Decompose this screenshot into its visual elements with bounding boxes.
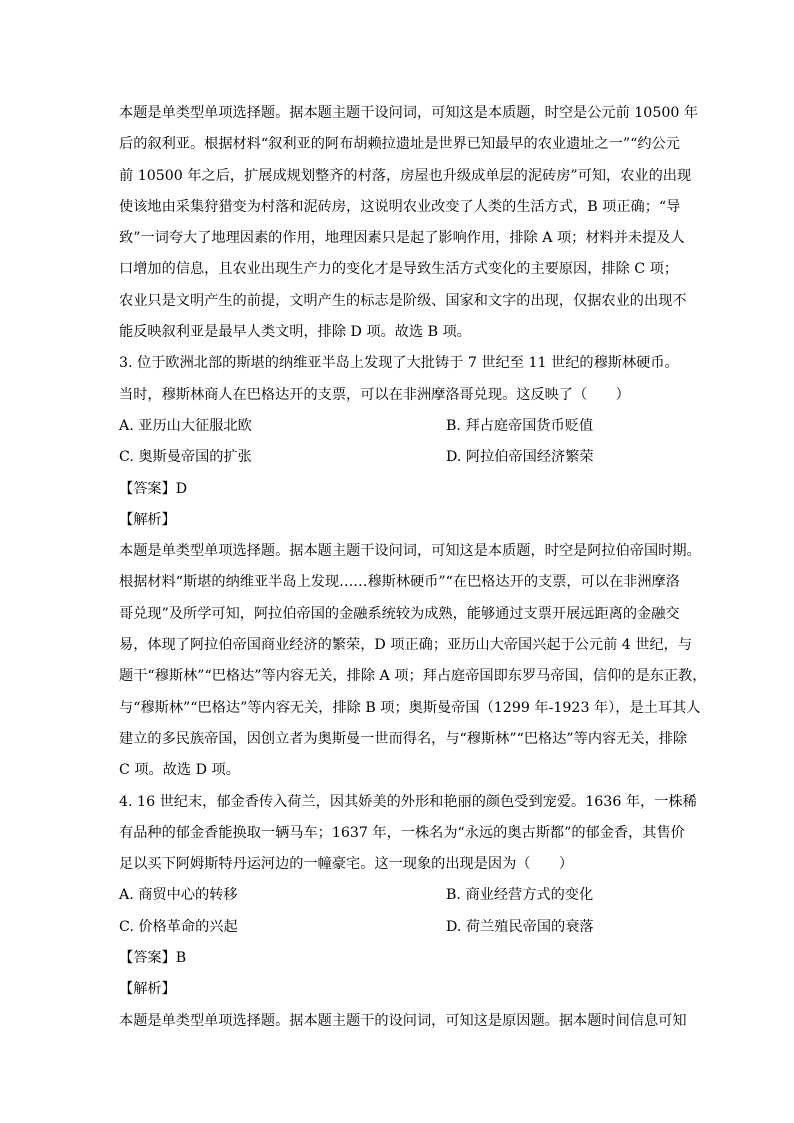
- question-3-options-row-1: [119, 411, 677, 442]
- prev-analysis-line: 使该地由采集狩猎变为村落和泥砖房，这说明农业改变了人类的生活方式，B 项正确；“导: [119, 198, 681, 215]
- question-4-options-row-1: [119, 880, 677, 911]
- question-3-analysis: [119, 536, 707, 786]
- question-stem-line: 3. 位于欧洲北部的斯堪的纳维亚半岛上发现了大批铸于 7 世纪至 11 世纪的穆斯林硬币。: [119, 355, 679, 372]
- prev-analysis-line: 能反映叙利亚是最早人类文明，排除 D 项。故选 B 项。: [119, 324, 471, 341]
- analysis-line: C 项。故选 D 项。: [119, 762, 240, 779]
- prev-analysis-line: 口增加的信息，且农业出现生产力的变化才是导致生活方式变化的主要原因，排除 C 项；: [119, 261, 679, 278]
- analysis-line: 根据材料“斯堪的纳维亚半岛上发现……穆斯林硬币”“在巴格达开的支票，可以在非洲摩洛: [119, 574, 680, 591]
- option-d: D. 荷兰殖民帝国的衰落: [446, 918, 594, 935]
- question-4-stem: [119, 787, 697, 881]
- prev-analysis-line: 前 10500 年之后，扩展成规划整齐的村落，房屋也升级成单层的泥砖房”可知，农业的出现: [119, 167, 692, 184]
- option-b: B. 商业经营方式的变化: [446, 887, 594, 904]
- question-4-answer: 【答案】B: [119, 950, 187, 967]
- prev-analysis-line: 本题是单类型单项选择题。据本题主题干设问词，可知这是本质题，时空是公元前 10500 年: [119, 105, 699, 121]
- prev-analysis-line: 后的叙利亚。根据材料“叙利亚的阿布胡赖拉遗址是世界已知最早的农业遗址之一”“约公元: [119, 136, 680, 153]
- question-3-stem: [119, 348, 677, 411]
- option-c: C. 价格革命的兴起: [119, 918, 238, 935]
- question-3-options-row-2: [119, 442, 677, 473]
- option-a: A. 商贸中心的转移: [119, 887, 238, 904]
- option-d: D. 阿拉伯帝国经济繁荣: [446, 449, 594, 466]
- question-4-analysis: [119, 1006, 687, 1037]
- option-b: B. 拜占庭帝国货币贬值: [446, 417, 594, 434]
- option-a: A. 亚历山大征服北欧: [119, 417, 252, 434]
- prev-analysis-line: 致”一词夸大了地理因素的作用，地理因素只是起了影响作用，排除 A 项；材料并未提及人: [119, 230, 685, 247]
- analysis-line: 本题是单类型单项选择题。据本题主题干设问词，可知这是本质题，时空是阿拉伯帝国时期。: [119, 543, 701, 560]
- question-3-answer: 【答案】D: [119, 480, 188, 497]
- question-4-analysis-label: 【解析】: [119, 981, 176, 998]
- analysis-line: 题干“穆斯林”“巴格达”等内容无关，排除 A 项；拜占庭帝国即东罗马帝国，信仰的是东正教，: [119, 668, 707, 685]
- analysis-line: 哥兑现”及所学可知，阿拉伯帝国的金融系统较为成熟，能够通过支票开展远距离的金融交: [119, 605, 680, 622]
- question-stem-line: 足以买下阿姆斯特丹运河边的一幢豪宅。这一现象的出现是因为（ ）: [119, 856, 574, 873]
- question-stem-line: 当时，穆斯林商人在巴格达开的支票，可以在非洲摩洛哥兑现。这反映了（ ）: [119, 386, 630, 403]
- analysis-line: 本题是单类型单项选择题。据本题主题干的设问词，可知这是原因题。据本题时间信息可知: [119, 1012, 687, 1029]
- question-3-analysis-label: 【解析】: [119, 511, 176, 528]
- prev-analysis-paragraph: [119, 98, 699, 348]
- option-c: C. 奥斯曼帝国的扩张: [119, 449, 252, 466]
- analysis-line: 与“穆斯林”“巴格达”等内容无关，排除 B 项；奥斯曼帝国（1299 年-1923 年），是土耳其人: [119, 699, 701, 716]
- question-4-options-row-2: [119, 912, 677, 943]
- analysis-line: 建立的多民族帝国，因创立者为奥斯曼一世而得名，与“穆斯林”“巴格达”等内容无关，排除: [119, 730, 688, 747]
- analysis-line: 易，体现了阿拉伯帝国商业经济的繁荣，D 项正确；亚历山大帝国兴起于公元前 4 世纪，与: [119, 637, 693, 654]
- page-content: [119, 98, 707, 1037]
- prev-analysis-line: 农业只是文明产生的前提，文明产生的标志是阶级、国家和文字的出现，仅据农业的出现不: [119, 292, 687, 309]
- question-stem-line: 4. 16 世纪末，郁金香传入荷兰，因其娇美的外形和艳丽的颜色受到宠爱。1636 年，一株稀: [119, 793, 697, 810]
- question-stem-line: 有品种的郁金香能换取一辆马车；1637 年，一株名为“永远的奥古斯都”的郁金香，其售价: [119, 824, 685, 841]
